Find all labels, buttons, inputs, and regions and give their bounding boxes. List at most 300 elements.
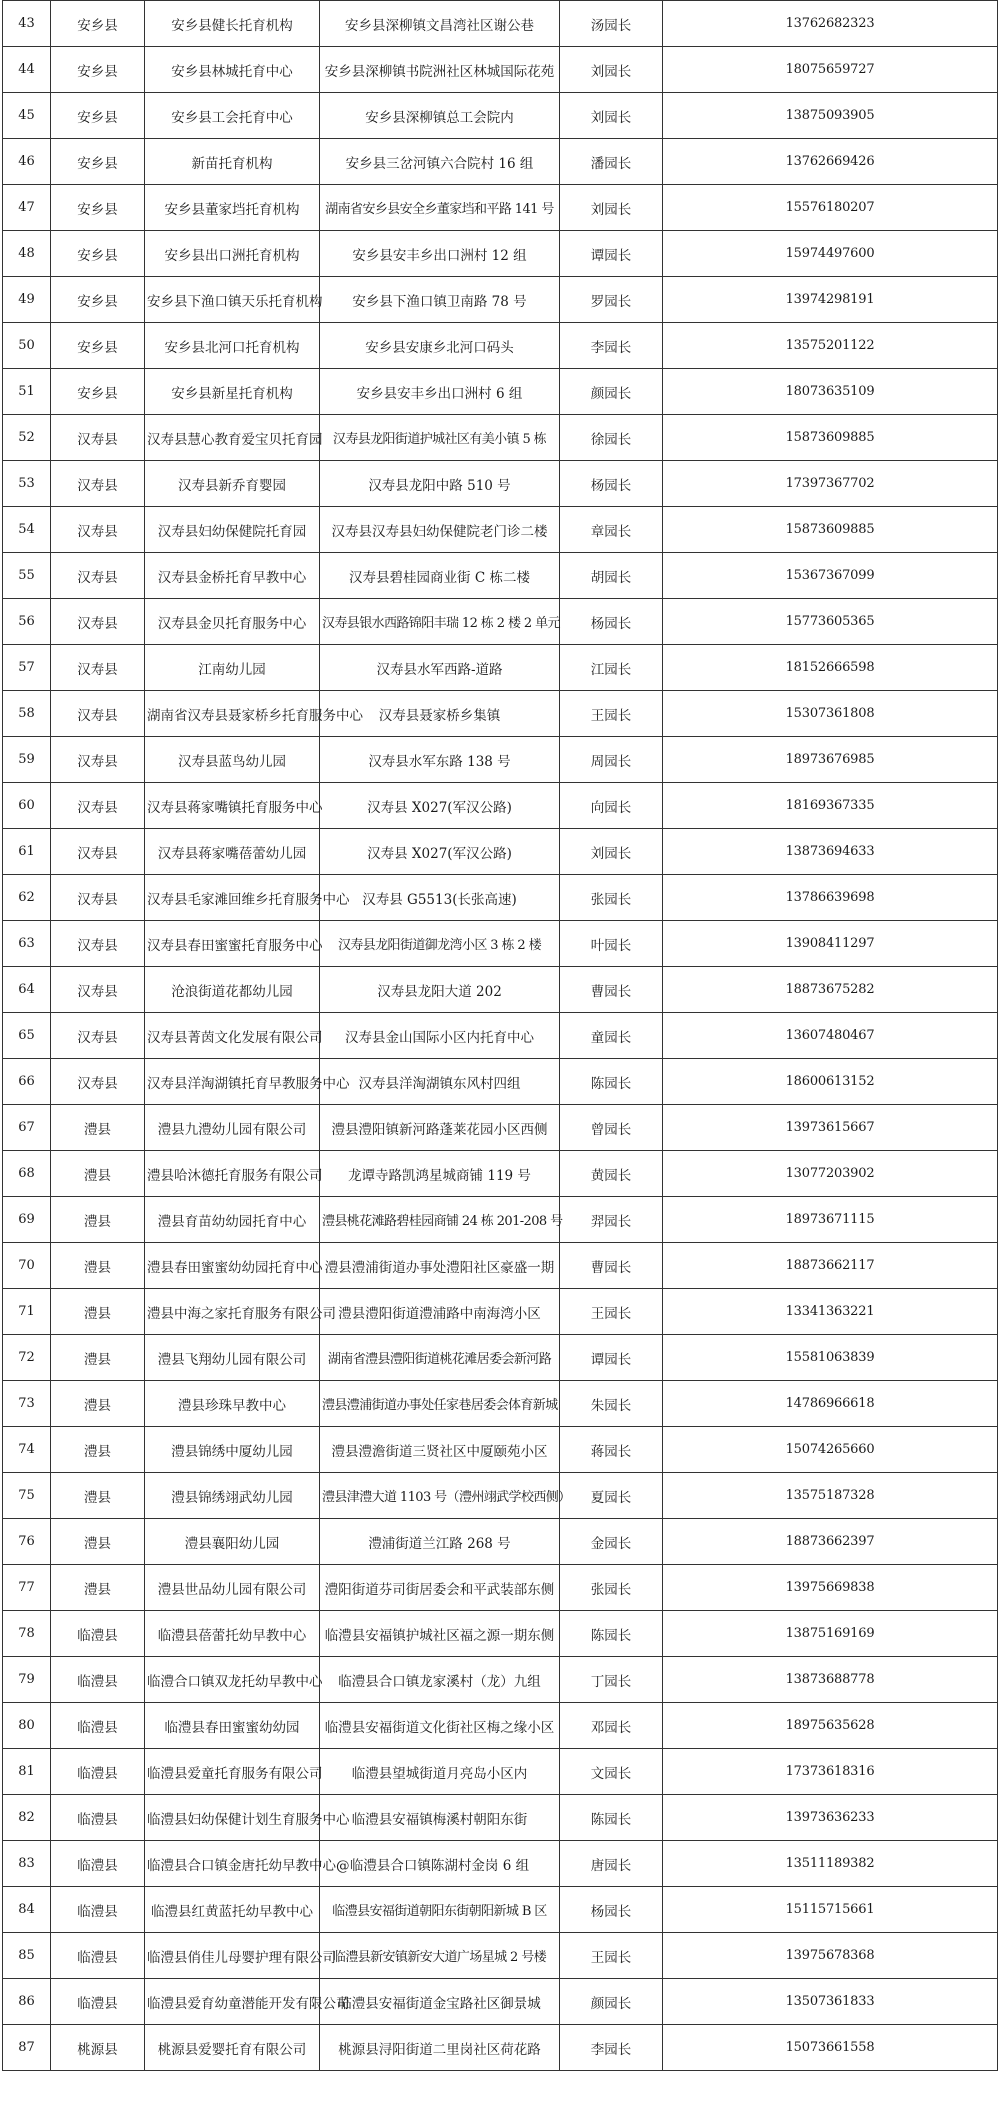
table-row [3,1151,998,1197]
phone-cell: 18873662117 [663,1243,998,1289]
table-row [3,415,998,461]
director-cell: 曹园长 [560,967,663,1013]
institution-name-cell: 临澧县妇幼保健计划生育服务中心 [145,1795,320,1841]
phone-cell: 13507361833 [663,1979,998,2025]
institution-name-cell: 安乡县林城托育中心 [145,47,320,93]
director-cell: 杨园长 [560,599,663,645]
address-cell: 龙谭寺路凯鸿星城商铺 119 号 [320,1151,560,1197]
director-cell: 唐园长 [560,1841,663,1887]
phone-cell: 17373618316 [663,1749,998,1795]
institution-name-cell: 汉寿县毛家滩回维乡托育服务中心 [145,875,320,921]
director-cell: 李园长 [560,2025,663,2071]
institution-name-cell: 临澧县蓓蕾托幼早教中心 [145,1611,320,1657]
director-cell: 刘园长 [560,185,663,231]
county-cell: 汉寿县 [51,829,145,875]
address-cell: 澧浦街道兰江路 268 号 [320,1519,560,1565]
institution-name-cell: 江南幼儿园 [145,645,320,691]
county-cell: 安乡县 [51,93,145,139]
address-cell: 临澧县合口镇龙家溪村（龙）九组 [320,1657,560,1703]
table-row [3,1427,998,1473]
county-cell: 汉寿县 [51,921,145,967]
phone-cell: 13975669838 [663,1565,998,1611]
table-row [3,1933,998,1979]
table-row [3,1105,998,1151]
director-cell: 夏园长 [560,1473,663,1519]
address-cell: 安乡县深柳镇书院洲社区林城国际花苑 [320,47,560,93]
row-number-cell: 79 [3,1657,51,1703]
director-cell: 刘园长 [560,93,663,139]
institution-name-cell: 安乡县健长托育机构 [145,1,320,47]
director-cell: 蒋园长 [560,1427,663,1473]
phone-cell: 13786639698 [663,875,998,921]
table-row [3,967,998,1013]
county-cell: 安乡县 [51,231,145,277]
phone-cell: 15773605365 [663,599,998,645]
phone-cell: 13762669426 [663,139,998,185]
row-number-cell: 67 [3,1105,51,1151]
director-cell: 王园长 [560,1933,663,1979]
phone-cell: 14786966618 [663,1381,998,1427]
county-cell: 澧县 [51,1473,145,1519]
county-cell: 汉寿县 [51,415,145,461]
table-row [3,1059,998,1105]
county-cell: 澧县 [51,1243,145,1289]
table-row [3,921,998,967]
director-cell: 文园长 [560,1749,663,1795]
director-cell: 周园长 [560,737,663,783]
county-cell: 汉寿县 [51,599,145,645]
county-cell: 临澧县 [51,1933,145,1979]
county-cell: 汉寿县 [51,1059,145,1105]
address-cell: 澧县澧浦街道办事处澧阳社区豪盛一期 [320,1243,560,1289]
address-cell: 汉寿县银水西路锦阳丰瑞 12 栋 2 楼 2 单元 [320,599,560,645]
county-cell: 临澧县 [51,1887,145,1933]
row-number-cell: 50 [3,323,51,369]
county-cell: 汉寿县 [51,967,145,1013]
row-number-cell: 75 [3,1473,51,1519]
table-row [3,2025,998,2071]
row-number-cell: 73 [3,1381,51,1427]
institution-name-cell: 汉寿县春田蜜蜜托育服务中心 [145,921,320,967]
row-number-cell: 62 [3,875,51,921]
table-row [3,691,998,737]
address-cell: 汉寿县聂家桥乡集镇 [320,691,560,737]
row-number-cell: 48 [3,231,51,277]
county-cell: 桃源县 [51,2025,145,2071]
table-row [3,1611,998,1657]
institution-name-cell: 安乡县工会托育中心 [145,93,320,139]
table-row [3,1473,998,1519]
phone-cell: 18973676985 [663,737,998,783]
county-cell: 临澧县 [51,1795,145,1841]
table-row [3,185,998,231]
institution-name-cell: 澧县春田蜜蜜幼幼园托育中心 [145,1243,320,1289]
director-cell: 王园长 [560,1289,663,1335]
county-cell: 临澧县 [51,1657,145,1703]
address-cell: 安乡县三岔河镇六合院村 16 组 [320,139,560,185]
director-cell: 张园长 [560,1565,663,1611]
address-cell: 汉寿县水军东路 138 号 [320,737,560,783]
table-row [3,1013,998,1059]
director-cell: 谭园长 [560,231,663,277]
institution-name-cell: 汉寿县洋淘湖镇托育早教服务中心 [145,1059,320,1105]
table-row [3,93,998,139]
table-row [3,1565,998,1611]
director-cell: 潘园长 [560,139,663,185]
director-cell: 邓园长 [560,1703,663,1749]
director-cell: 金园长 [560,1519,663,1565]
address-cell: 临澧县安福镇护城社区福之源一期东侧 [320,1611,560,1657]
row-number-cell: 46 [3,139,51,185]
institution-name-cell: 澧县锦绣中厦幼儿园 [145,1427,320,1473]
institution-name-cell: 澧县九澧幼儿园有限公司 [145,1105,320,1151]
row-number-cell: 60 [3,783,51,829]
director-cell: 刘园长 [560,829,663,875]
institution-name-cell: 临澧县俏佳儿母婴护理有限公司 [145,1933,320,1979]
phone-cell: 18973671115 [663,1197,998,1243]
institution-name-cell: 安乡县董家垱托育机构 [145,185,320,231]
address-cell: 汉寿县龙阳大道 202 [320,967,560,1013]
director-cell: 陈园长 [560,1611,663,1657]
row-number-cell: 87 [3,2025,51,2071]
row-number-cell: 47 [3,185,51,231]
director-cell: 刘园长 [560,47,663,93]
address-cell: 澧县澧阳街道澧浦路中南海湾小区 [320,1289,560,1335]
institution-name-cell: 安乡县北河口托育机构 [145,323,320,369]
institution-name-cell: 汉寿县慧心教育爱宝贝托育园 [145,415,320,461]
director-cell: 朱园长 [560,1381,663,1427]
county-cell: 临澧县 [51,1703,145,1749]
director-cell: 陈园长 [560,1795,663,1841]
phone-cell: 15115715661 [663,1887,998,1933]
director-cell: 向园长 [560,783,663,829]
county-cell: 澧县 [51,1335,145,1381]
address-cell: 汉寿县 X027(军汉公路) [320,829,560,875]
phone-cell: 18975635628 [663,1703,998,1749]
address-cell: 临澧县安福街道文化街社区梅之缘小区 [320,1703,560,1749]
phone-cell: 18873662397 [663,1519,998,1565]
table-row [3,737,998,783]
institution-name-cell: 汉寿县妇幼保健院托育园 [145,507,320,553]
table-row [3,1749,998,1795]
phone-cell: 13077203902 [663,1151,998,1197]
institution-name-cell: 澧县育苗幼幼园托育中心 [145,1197,320,1243]
county-cell: 澧县 [51,1381,145,1427]
table-row [3,507,998,553]
phone-cell: 13762682323 [663,1,998,47]
county-cell: 汉寿县 [51,461,145,507]
director-cell: 罗园长 [560,277,663,323]
table-row [3,1289,998,1335]
director-cell: 江园长 [560,645,663,691]
institution-name-cell: 澧县珍珠早教中心 [145,1381,320,1427]
address-cell: 安乡县深柳镇文昌湾社区谢公巷 [320,1,560,47]
county-cell: 澧县 [51,1289,145,1335]
director-cell: 杨园长 [560,1887,663,1933]
county-cell: 汉寿县 [51,875,145,921]
director-cell: 曹园长 [560,1243,663,1289]
row-number-cell: 45 [3,93,51,139]
table-row [3,47,998,93]
address-cell: 湖南省安乡县安全乡董家垱和平路 141 号 [320,185,560,231]
county-cell: 汉寿县 [51,1013,145,1059]
director-cell: 叶园长 [560,921,663,967]
row-number-cell: 71 [3,1289,51,1335]
row-number-cell: 86 [3,1979,51,2025]
director-cell: 颜园长 [560,369,663,415]
row-number-cell: 43 [3,1,51,47]
row-number-cell: 59 [3,737,51,783]
table-row [3,1795,998,1841]
row-number-cell: 78 [3,1611,51,1657]
table-row [3,231,998,277]
row-number-cell: 51 [3,369,51,415]
county-cell: 澧县 [51,1565,145,1611]
phone-cell: 15074265660 [663,1427,998,1473]
phone-cell: 13973636233 [663,1795,998,1841]
table-row [3,1841,998,1887]
row-number-cell: 69 [3,1197,51,1243]
county-cell: 澧县 [51,1427,145,1473]
director-cell: 李园长 [560,323,663,369]
table-row [3,1703,998,1749]
address-cell: 安乡县深柳镇总工会院内 [320,93,560,139]
table-row [3,369,998,415]
director-cell: 杨园长 [560,461,663,507]
phone-cell: 13975678368 [663,1933,998,1979]
address-cell: 汉寿县 X027(军汉公路) [320,783,560,829]
table-row [3,645,998,691]
institution-name-cell: 汉寿县新乔育婴园 [145,461,320,507]
address-cell: 汉寿县水军西路-道路 [320,645,560,691]
institution-name-cell: 新苗托育机构 [145,139,320,185]
address-cell: 澧阳街道芬司街居委会和平武装部东侧 [320,1565,560,1611]
address-cell: 汉寿县碧桂园商业街 C 栋二楼 [320,553,560,599]
county-cell: 汉寿县 [51,645,145,691]
institution-name-cell: 澧县中海之家托育服务有限公司 [145,1289,320,1335]
row-number-cell: 55 [3,553,51,599]
phone-cell: 18152666598 [663,645,998,691]
institution-name-cell: 安乡县下渔口镇天乐托育机构 [145,277,320,323]
phone-cell: 13873694633 [663,829,998,875]
county-cell: 安乡县 [51,277,145,323]
county-cell: 安乡县 [51,323,145,369]
row-number-cell: 83 [3,1841,51,1887]
institution-name-cell: 汉寿县蒋家嘴镇托育服务中心 [145,783,320,829]
row-number-cell: 74 [3,1427,51,1473]
phone-cell: 15581063839 [663,1335,998,1381]
row-number-cell: 61 [3,829,51,875]
table-row [3,1,998,47]
table-row [3,461,998,507]
row-number-cell: 52 [3,415,51,461]
address-cell: 汉寿县龙阳中路 510 号 [320,461,560,507]
table-row [3,1243,998,1289]
county-cell: 临澧县 [51,1749,145,1795]
row-number-cell: 76 [3,1519,51,1565]
table-row [3,1979,998,2025]
address-cell: 汉寿县 G5513(长张高速) [320,875,560,921]
row-number-cell: 56 [3,599,51,645]
table-row [3,783,998,829]
address-cell: 安乡县安丰乡出口洲村 12 组 [320,231,560,277]
row-number-cell: 44 [3,47,51,93]
row-number-cell: 65 [3,1013,51,1059]
phone-cell: 18169367335 [663,783,998,829]
institution-name-cell: 澧县襄阳幼儿园 [145,1519,320,1565]
table-row [3,1519,998,1565]
institution-name-cell: 临澧县红黄蓝托幼早教中心 [145,1887,320,1933]
phone-cell: 15974497600 [663,231,998,277]
phone-cell: 13575201122 [663,323,998,369]
county-cell: 汉寿县 [51,783,145,829]
phone-cell: 15367367099 [663,553,998,599]
table-row [3,323,998,369]
table-row [3,1381,998,1427]
phone-cell: 13875169169 [663,1611,998,1657]
director-cell: 胡园长 [560,553,663,599]
institution-name-cell: 汉寿县蒋家嘴蓓蕾幼儿园 [145,829,320,875]
director-cell: 章园长 [560,507,663,553]
address-cell: 澧县澧阳镇新河路蓬莱花园小区西侧 [320,1105,560,1151]
address-cell: 临澧县合口镇陈湖村金岗 6 组 [320,1841,560,1887]
address-cell: 湖南省澧县澧阳街道桃花滩居委会新河路 [320,1335,560,1381]
address-cell: 安乡县安丰乡出口洲村 6 组 [320,369,560,415]
director-cell: 黄园长 [560,1151,663,1197]
county-cell: 澧县 [51,1151,145,1197]
phone-cell: 13511189382 [663,1841,998,1887]
address-cell: 汉寿县汉寿县妇幼保健院老门诊二楼 [320,507,560,553]
institution-name-cell: 临澧县合口镇金唐托幼早教中心@ [145,1841,320,1887]
row-number-cell: 77 [3,1565,51,1611]
phone-cell: 13908411297 [663,921,998,967]
address-cell: 临澧县安福街道金宝路社区御景城 [320,1979,560,2025]
row-number-cell: 70 [3,1243,51,1289]
row-number-cell: 68 [3,1151,51,1197]
director-cell: 张园长 [560,875,663,921]
county-cell: 临澧县 [51,1841,145,1887]
director-cell: 丁园长 [560,1657,663,1703]
address-cell: 澧县澧浦街道办事处任家巷居委会体育新城 [320,1381,560,1427]
institution-name-cell: 临澧县春田蜜蜜幼幼园 [145,1703,320,1749]
director-cell: 王园长 [560,691,663,737]
director-cell: 陈园长 [560,1059,663,1105]
row-number-cell: 58 [3,691,51,737]
phone-cell: 13875093905 [663,93,998,139]
director-cell: 童园长 [560,1013,663,1059]
table-row [3,553,998,599]
address-cell: 澧县津澧大道 1103 号（澧州翊武学校西侧） [320,1473,560,1519]
institution-name-cell: 临澧合口镇双龙托幼早教中心 [145,1657,320,1703]
address-cell: 临澧县安福街道朝阳东街朝阳新城 B 区 [320,1887,560,1933]
table-body [3,1,998,2071]
table-row [3,599,998,645]
institution-name-cell: 澧县世品幼儿园有限公司 [145,1565,320,1611]
childcare-institution-table [2,0,998,2071]
phone-cell: 18600613152 [663,1059,998,1105]
address-cell: 澧县桃花滩路碧桂园商铺 24 栋 201-208 号 [320,1197,560,1243]
row-number-cell: 49 [3,277,51,323]
address-cell: 汉寿县洋淘湖镇东风村四组 [320,1059,560,1105]
county-cell: 临澧县 [51,1979,145,2025]
address-cell: 桃源县浔阳街道二里岗社区荷花路 [320,2025,560,2071]
county-cell: 安乡县 [51,47,145,93]
row-number-cell: 64 [3,967,51,1013]
director-cell: 曾园长 [560,1105,663,1151]
phone-cell: 15307361808 [663,691,998,737]
phone-cell: 13873688778 [663,1657,998,1703]
address-cell: 汉寿县金山国际小区内托育中心 [320,1013,560,1059]
row-number-cell: 57 [3,645,51,691]
director-cell: 汤园长 [560,1,663,47]
address-cell: 澧县澧澹街道三贤社区中厦颐苑小区 [320,1427,560,1473]
table-row [3,875,998,921]
table-row [3,277,998,323]
county-cell: 汉寿县 [51,553,145,599]
county-cell: 澧县 [51,1105,145,1151]
table-row [3,1197,998,1243]
address-cell: 临澧县望城街道月亮岛小区内 [320,1749,560,1795]
row-number-cell: 63 [3,921,51,967]
county-cell: 汉寿县 [51,507,145,553]
phone-cell: 18075659727 [663,47,998,93]
institution-name-cell: 澧县哈沐德托育服务有限公司 [145,1151,320,1197]
row-number-cell: 53 [3,461,51,507]
institution-name-cell: 湖南省汉寿县聂家桥乡托育服务中心 [145,691,320,737]
address-cell: 安乡县安康乡北河口码头 [320,323,560,369]
county-cell: 安乡县 [51,369,145,415]
address-cell: 汉寿县龙阳街道护城社区有美小镇 5 栋 [320,415,560,461]
address-cell: 安乡县下渔口镇卫南路 78 号 [320,277,560,323]
director-cell: 颜园长 [560,1979,663,2025]
director-cell: 徐园长 [560,415,663,461]
address-cell: 汉寿县龙阳街道御龙湾小区 3 栋 2 楼 [320,921,560,967]
phone-cell: 17397367702 [663,461,998,507]
row-number-cell: 54 [3,507,51,553]
phone-cell: 13973615667 [663,1105,998,1151]
row-number-cell: 81 [3,1749,51,1795]
table-row [3,139,998,185]
institution-name-cell: 临澧县爱童托育服务有限公司 [145,1749,320,1795]
phone-cell: 15576180207 [663,185,998,231]
phone-cell: 18873675282 [663,967,998,1013]
director-cell: 羿园长 [560,1197,663,1243]
phone-cell: 13575187328 [663,1473,998,1519]
institution-name-cell: 澧县飞翔幼儿园有限公司 [145,1335,320,1381]
institution-name-cell: 沧浪街道花都幼儿园 [145,967,320,1013]
institution-name-cell: 汉寿县蓝鸟幼儿园 [145,737,320,783]
county-cell: 澧县 [51,1519,145,1565]
institution-name-cell: 汉寿县菁茵文化发展有限公司 [145,1013,320,1059]
row-number-cell: 82 [3,1795,51,1841]
county-cell: 汉寿县 [51,691,145,737]
county-cell: 汉寿县 [51,737,145,783]
county-cell: 安乡县 [51,1,145,47]
phone-cell: 13607480467 [663,1013,998,1059]
county-cell: 澧县 [51,1197,145,1243]
row-number-cell: 72 [3,1335,51,1381]
table-row [3,1335,998,1381]
director-cell: 谭园长 [560,1335,663,1381]
institution-name-cell: 桃源县爱婴托育有限公司 [145,2025,320,2071]
row-number-cell: 85 [3,1933,51,1979]
phone-cell: 18073635109 [663,369,998,415]
institution-name-cell: 临澧县爱育幼童潜能开发有限公司 [145,1979,320,2025]
institution-name-cell: 安乡县出口洲托育机构 [145,231,320,277]
institution-name-cell: 汉寿县金贝托育服务中心 [145,599,320,645]
row-number-cell: 66 [3,1059,51,1105]
table-row [3,829,998,875]
